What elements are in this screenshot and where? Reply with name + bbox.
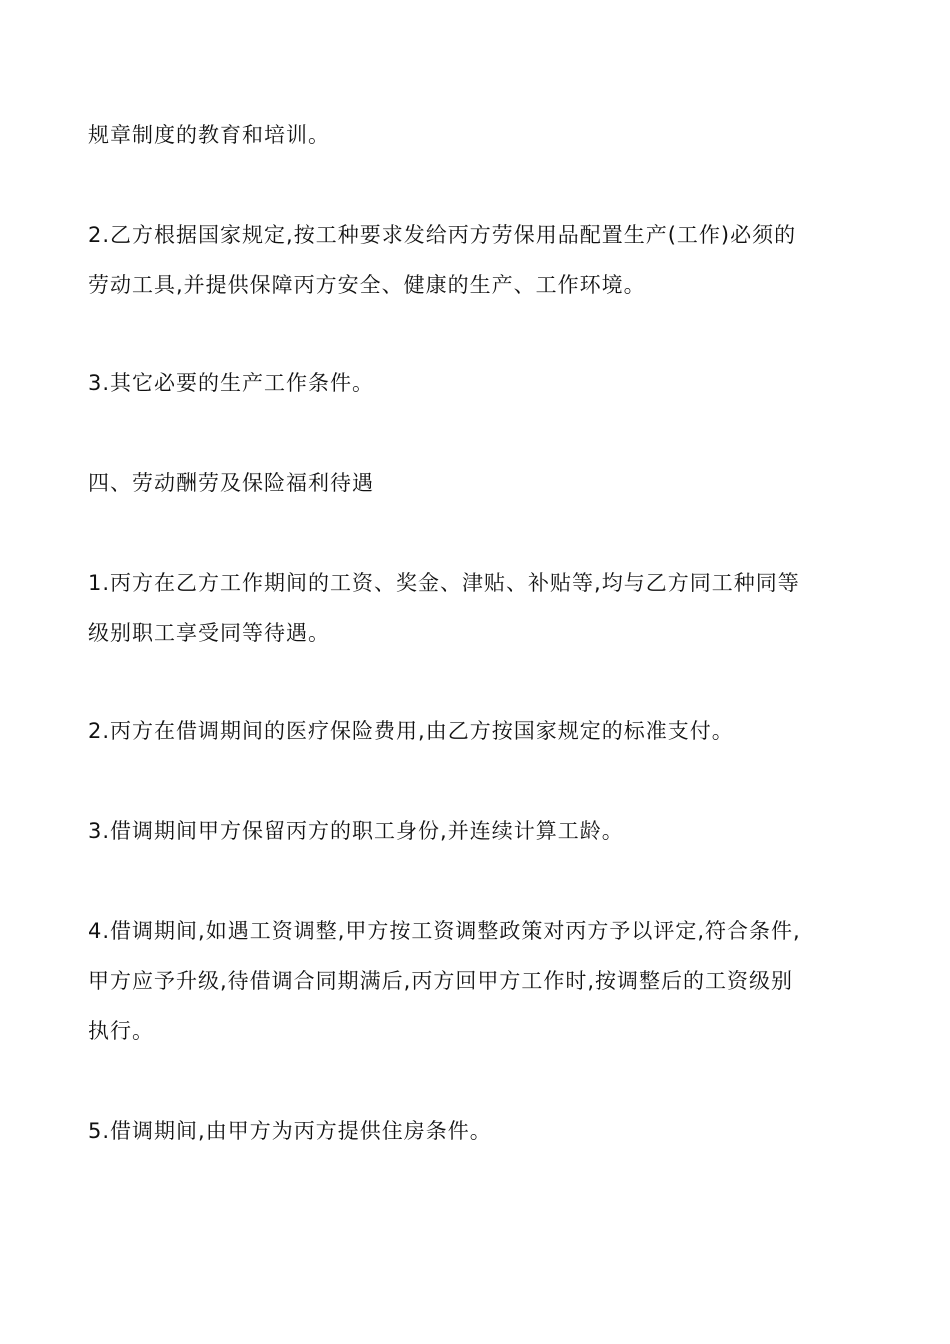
section-heading: 四、劳动酬劳及保险福利待遇 <box>88 471 374 495</box>
paragraph-line: 2.丙方在借调期间的医疗保险费用,由乙方按国家规定的标准支付。 <box>88 719 734 743</box>
paragraph-line: 3.借调期间甲方保留丙方的职工身份,并连续计算工龄。 <box>88 819 624 843</box>
paragraph-line: 4.借调期间,如遇工资调整,甲方按工资调整政策对丙方予以评定,符合条件, <box>88 919 801 943</box>
paragraph-line: 级别职工享受同等待遇。 <box>88 621 330 645</box>
paragraph-line: 2.乙方根据国家规定,按工种要求发给丙方劳保用品配置生产(工作)必须的 <box>88 223 797 247</box>
paragraph-line: 5.借调期间,由甲方为丙方提供住房条件。 <box>88 1119 492 1143</box>
paragraph-line: 规章制度的教育和培训。 <box>88 123 330 147</box>
paragraph-line: 执行。 <box>88 1019 154 1043</box>
paragraph-line: 3.其它必要的生产工作条件。 <box>88 371 375 395</box>
paragraph-line: 劳动工具,并提供保障丙方安全、健康的生产、工作环境。 <box>88 273 646 297</box>
paragraph-line: 1.丙方在乙方工作期间的工资、奖金、津贴、补贴等,均与乙方同工种同等 <box>88 571 800 595</box>
paragraph-line: 甲方应予升级,待借调合同期满后,丙方回甲方工作时,按调整后的工资级别 <box>88 969 794 993</box>
